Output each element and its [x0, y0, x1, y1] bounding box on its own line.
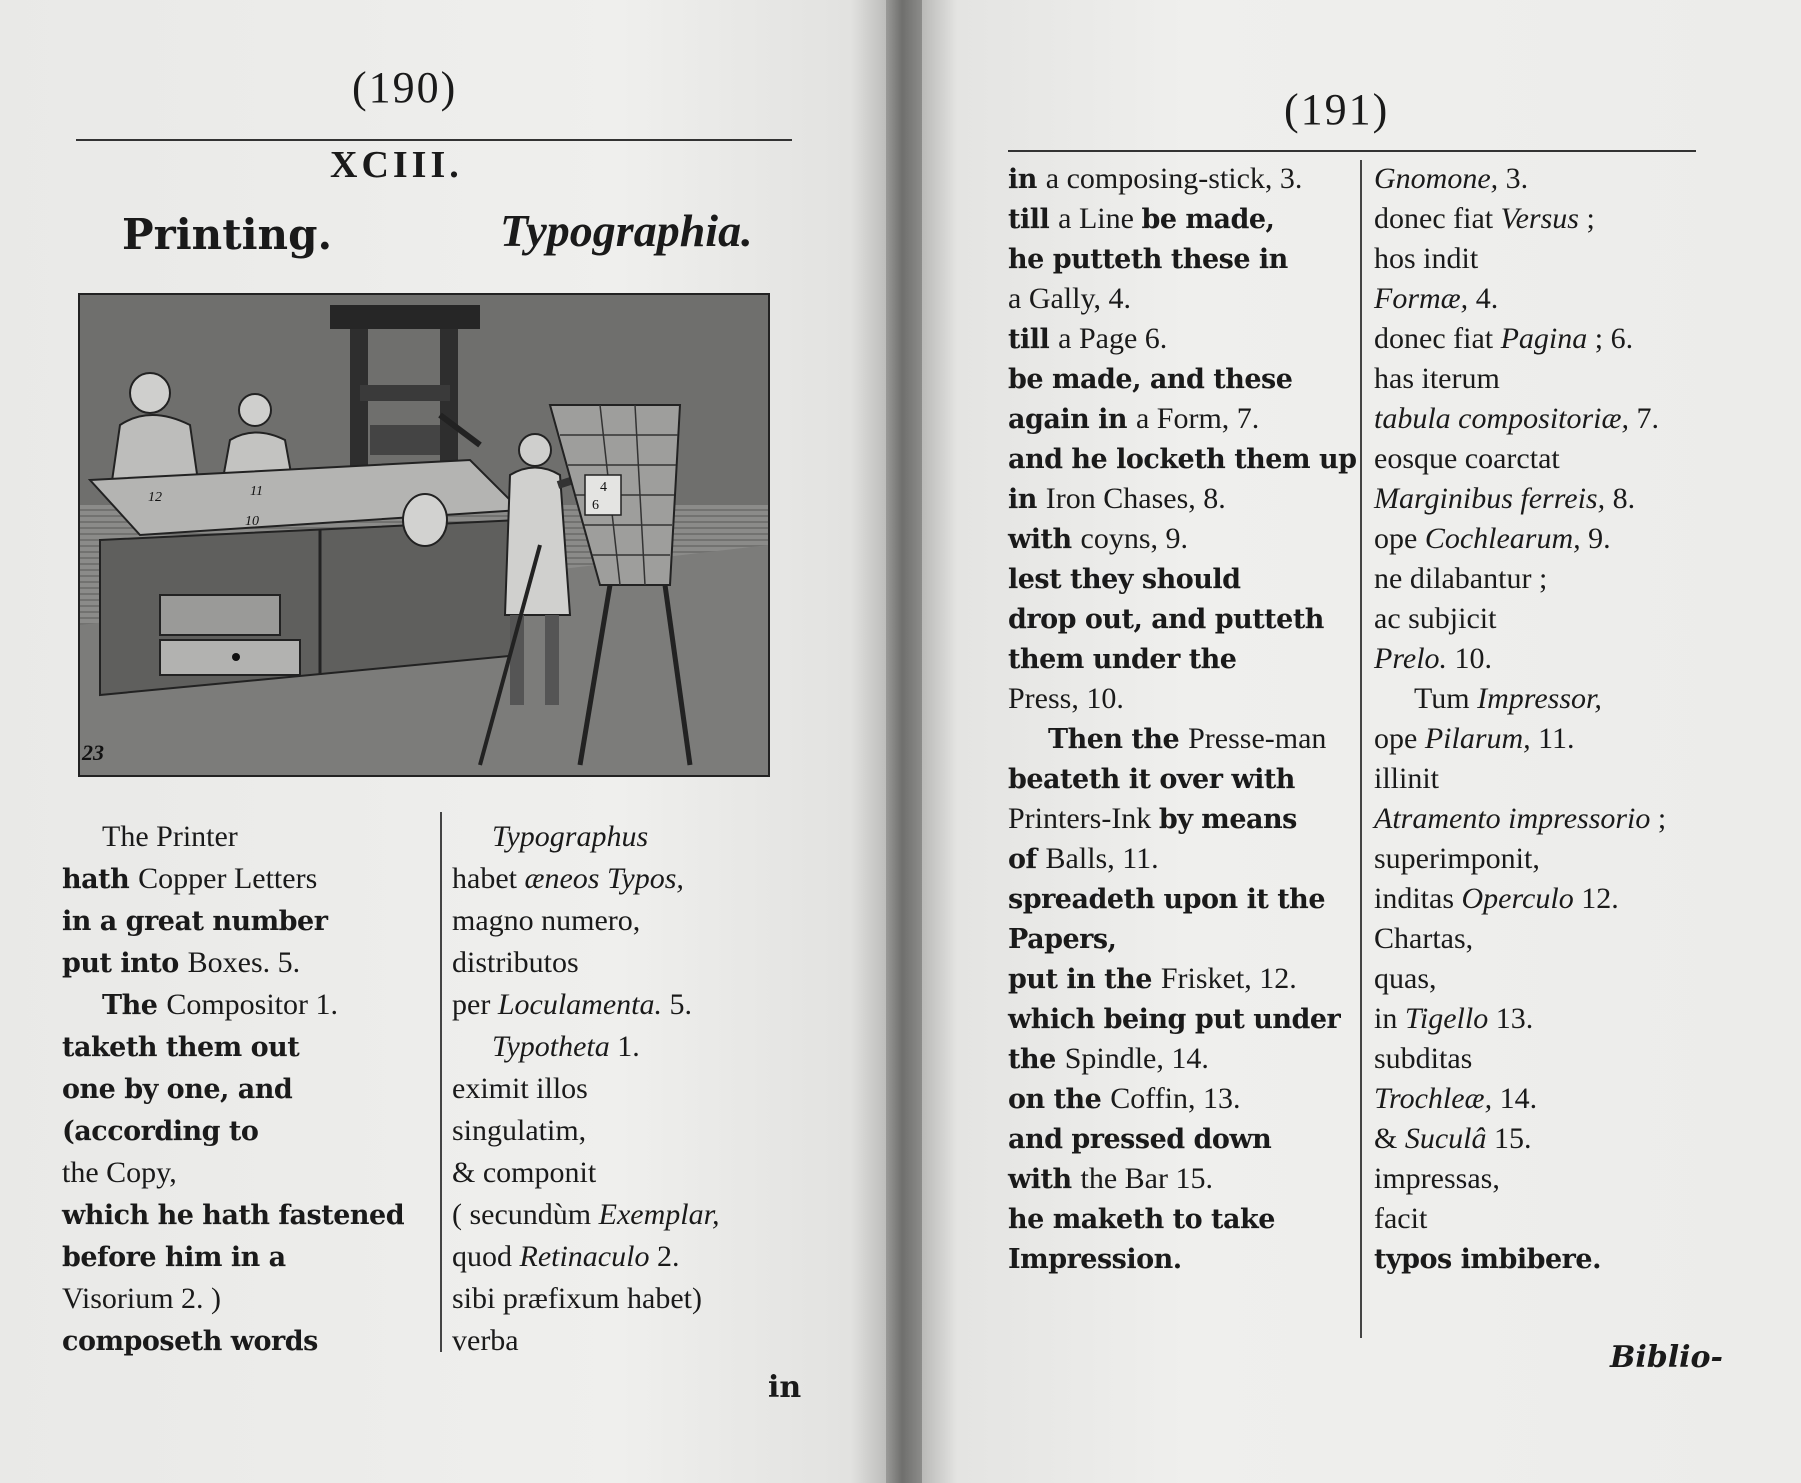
text-run: which being put under — [1008, 1004, 1341, 1035]
svg-text:6: 6 — [592, 498, 599, 513]
text-run: Compositor 1. — [166, 988, 338, 1021]
text-run: Pilarum, — [1424, 722, 1531, 755]
text-run: the — [1008, 1044, 1065, 1075]
svg-text:4: 4 — [600, 480, 607, 495]
text-run: drop out, and putteth — [1008, 604, 1324, 635]
text-run: a Line — [1058, 202, 1142, 235]
svg-text:10: 10 — [245, 514, 259, 529]
text-line — [1374, 1000, 1704, 1040]
text-run: on the — [1008, 1084, 1111, 1115]
text-line — [1008, 480, 1368, 520]
title-english: Printing. — [122, 210, 333, 259]
text-run: be made, and these — [1008, 364, 1293, 395]
text-run: Balls, 11. — [1045, 842, 1159, 875]
catchword: Biblio- — [1610, 1340, 1723, 1375]
text-line — [1374, 1040, 1704, 1080]
text-line — [62, 1070, 422, 1112]
text-run: Typographus — [492, 820, 649, 853]
text-run: Gnomone, — [1374, 162, 1499, 195]
text-run: Marginibus ferreis, — [1374, 482, 1606, 515]
text-run: The — [102, 990, 167, 1021]
text-run: Impression. — [1008, 1244, 1182, 1275]
text-run: Presse-man — [1188, 722, 1327, 755]
text-line — [452, 1070, 802, 1112]
text-run: illinit — [1374, 762, 1440, 795]
text-run: facit — [1374, 1202, 1428, 1235]
text-line — [62, 1028, 422, 1070]
text-line — [1008, 1080, 1368, 1120]
text-line — [62, 1112, 422, 1154]
text-run: æneos Typos, — [524, 862, 684, 895]
text-line — [1374, 400, 1704, 440]
text-line — [62, 944, 422, 986]
text-run: singulatim, — [452, 1114, 587, 1147]
text-run: 7. — [1629, 402, 1660, 435]
text-run: the Copy, — [62, 1156, 177, 1189]
text-line — [452, 1154, 802, 1196]
text-line — [1008, 1160, 1368, 1200]
text-run: hath — [62, 864, 139, 895]
text-run: be made, — [1141, 204, 1275, 235]
text-line — [452, 902, 802, 944]
text-run: them under the — [1008, 644, 1237, 675]
svg-text:11: 11 — [250, 484, 263, 499]
text-run: put in the — [1008, 964, 1161, 995]
text-line — [1374, 560, 1704, 600]
text-run: The Printer — [102, 820, 238, 853]
text-run: before him in a — [62, 1242, 286, 1273]
text-line — [452, 1196, 802, 1238]
text-run: with — [1008, 524, 1081, 555]
text-run: impressas, — [1374, 1162, 1500, 1195]
latin-column — [452, 818, 802, 1364]
text-line — [1008, 640, 1368, 680]
text-line — [452, 818, 802, 860]
text-run: & componit — [452, 1156, 597, 1189]
woodcut-number: 23 — [82, 740, 104, 765]
text-run: 3. — [1498, 162, 1529, 195]
text-run: quod — [452, 1240, 520, 1273]
text-run: he putteth these in — [1008, 244, 1288, 275]
text-run: the Bar 15. — [1080, 1162, 1213, 1195]
text-line — [1374, 720, 1704, 760]
text-line — [452, 1112, 802, 1154]
text-line — [1008, 880, 1368, 920]
text-run: in — [1008, 164, 1046, 195]
text-line — [1374, 840, 1704, 880]
text-line — [1374, 1080, 1704, 1120]
text-line — [1374, 320, 1704, 360]
text-line — [1374, 1200, 1704, 1240]
text-line — [1374, 1160, 1704, 1200]
text-run: 12. — [1573, 882, 1619, 915]
text-run: Retinaculo — [519, 1240, 650, 1273]
text-run: 11. — [1530, 722, 1575, 755]
text-line — [62, 902, 422, 944]
text-run: 9. — [1580, 522, 1611, 555]
text-line — [62, 1280, 422, 1322]
text-line — [1374, 240, 1704, 280]
text-line — [452, 1280, 802, 1322]
text-run: Loculamenta. — [497, 988, 662, 1021]
text-line — [1008, 800, 1368, 840]
text-run: taketh them out — [62, 1032, 300, 1063]
text-line — [62, 1238, 422, 1280]
right-page — [922, 0, 1801, 1483]
text-run: Suculâ — [1404, 1122, 1487, 1155]
text-run: Chartas, — [1374, 922, 1474, 955]
text-run: Coffin, 13. — [1110, 1082, 1241, 1115]
text-run: eximit illos — [452, 1072, 588, 1105]
text-run: eosque coarctat — [1374, 442, 1560, 475]
text-line — [1374, 1240, 1704, 1280]
text-run: Atramento impressorio — [1374, 802, 1651, 835]
text-run: Prelo. — [1374, 642, 1448, 675]
text-run: Copper Letters — [138, 862, 318, 895]
text-run: per — [452, 988, 498, 1021]
text-run: verba — [452, 1324, 519, 1357]
text-line — [1008, 320, 1368, 360]
text-run: has iterum — [1374, 362, 1500, 395]
text-run: hos indit — [1374, 242, 1479, 275]
text-run: in a great number — [62, 906, 328, 937]
text-run: Tum — [1414, 682, 1478, 715]
text-run: 4. — [1468, 282, 1499, 315]
text-line — [1374, 200, 1704, 240]
text-run: donec fiat — [1374, 322, 1501, 355]
text-run: till — [1008, 324, 1059, 355]
text-run: Cochlearum, — [1424, 522, 1581, 555]
text-run: Formæ, — [1374, 282, 1469, 315]
text-line — [1374, 880, 1704, 920]
text-line — [1374, 600, 1704, 640]
text-run: coyns, 9. — [1080, 522, 1189, 555]
text-line — [62, 818, 422, 860]
text-run: put into — [62, 948, 188, 979]
text-line — [1008, 200, 1368, 240]
text-line — [452, 1028, 802, 1070]
printing-woodcut-illustration — [78, 293, 770, 777]
text-run: a Form, 7. — [1135, 402, 1260, 435]
text-run: 5. — [661, 988, 692, 1021]
text-run: Tigello — [1404, 1002, 1489, 1035]
text-run: 13. — [1488, 1002, 1534, 1035]
text-run: Visorium 2. ) — [62, 1282, 222, 1315]
text-run: Exemplar, — [598, 1198, 720, 1231]
text-line — [1374, 440, 1704, 480]
text-line — [1374, 680, 1704, 720]
text-line — [1008, 720, 1368, 760]
text-line — [62, 986, 422, 1028]
column-divider — [1360, 160, 1362, 1338]
text-run: of — [1008, 844, 1046, 875]
text-run: with — [1008, 1164, 1081, 1195]
text-line — [1008, 840, 1368, 880]
text-line — [1008, 1000, 1368, 1040]
text-run: Operculo — [1461, 882, 1574, 915]
text-run: ; — [1650, 802, 1667, 835]
text-line — [1374, 280, 1704, 320]
text-line — [62, 1322, 422, 1364]
text-run: a Gally, 4. — [1008, 282, 1132, 315]
text-line — [1008, 760, 1368, 800]
text-line — [452, 860, 802, 902]
text-run: ope — [1374, 522, 1425, 555]
text-run: in — [1008, 484, 1046, 515]
text-run: composeth words — [62, 1326, 318, 1357]
text-run: 14. — [1492, 1082, 1538, 1115]
text-run: 15. — [1486, 1122, 1532, 1155]
text-run: ( secundùm — [452, 1198, 599, 1231]
svg-text:12: 12 — [148, 490, 162, 505]
text-run: ne dilabantur ; — [1374, 562, 1548, 595]
book-gutter — [886, 0, 922, 1483]
text-run: which he hath fastened — [62, 1200, 405, 1231]
text-line — [1008, 160, 1368, 200]
text-run: ope — [1374, 722, 1425, 755]
text-run: Iron Chases, 8. — [1045, 482, 1226, 515]
text-run: Impressor, — [1477, 682, 1602, 715]
text-run: 10. — [1447, 642, 1493, 675]
text-run: & — [1374, 1122, 1405, 1155]
text-run: by means — [1158, 804, 1297, 835]
text-line — [1008, 240, 1368, 280]
text-run: Press, 10. — [1008, 682, 1124, 715]
text-run: Spindle, 14. — [1064, 1042, 1209, 1075]
text-line — [1008, 1040, 1368, 1080]
text-run: Frisket, 12. — [1160, 962, 1297, 995]
text-run: beateth it over with — [1008, 764, 1295, 795]
text-run: Typotheta — [492, 1030, 610, 1063]
text-run: till — [1008, 204, 1059, 235]
text-line — [1374, 480, 1704, 520]
text-run: Trochleæ, — [1374, 1082, 1493, 1115]
text-line — [1374, 760, 1704, 800]
text-run: Pagina — [1500, 322, 1588, 355]
text-run: ; — [1578, 202, 1595, 235]
text-run: ac subjicit — [1374, 602, 1497, 635]
text-run: inditas — [1374, 882, 1462, 915]
text-run: Boxes. 5. — [187, 946, 301, 979]
text-line — [1008, 280, 1368, 320]
text-line — [1008, 560, 1368, 600]
text-line — [452, 986, 802, 1028]
text-line — [1008, 1200, 1368, 1240]
latin-column — [1374, 160, 1704, 1280]
text-run: Papers, — [1008, 924, 1117, 955]
text-line — [1008, 1240, 1368, 1280]
header-rule — [1008, 150, 1696, 152]
chapter-number: XCIII. — [330, 144, 463, 186]
text-line — [1374, 360, 1704, 400]
text-run: lest they should — [1008, 564, 1241, 595]
page-number: (190) — [352, 63, 458, 112]
text-run: 2. — [649, 1240, 680, 1273]
text-run: subditas — [1374, 1042, 1473, 1075]
woodcut-image — [80, 295, 768, 775]
text-run: and pressed down — [1008, 1124, 1272, 1155]
text-run: a Page 6. — [1058, 322, 1168, 355]
title-latin: Typographia. — [500, 205, 753, 256]
text-run: spreadeth upon it the — [1008, 884, 1325, 915]
text-line — [62, 1154, 422, 1196]
left-page — [0, 0, 886, 1483]
text-line — [62, 860, 422, 902]
header-rule — [76, 139, 792, 141]
text-line — [1374, 520, 1704, 560]
text-line — [452, 1238, 802, 1280]
text-line — [452, 944, 802, 986]
text-run: habet — [452, 862, 525, 895]
text-run: Then the — [1048, 724, 1189, 755]
catchword: in — [768, 1370, 802, 1405]
text-line — [1008, 440, 1368, 480]
text-line — [1374, 640, 1704, 680]
text-run: he maketh to take — [1008, 1204, 1275, 1235]
text-run: tabula compositoriæ, — [1374, 402, 1630, 435]
text-run: Versus — [1500, 202, 1579, 235]
text-line — [1374, 160, 1704, 200]
text-line — [1374, 800, 1704, 840]
column-divider — [440, 812, 442, 1352]
text-line — [1008, 600, 1368, 640]
text-run: superimponit, — [1374, 842, 1540, 875]
text-run: quas, — [1374, 962, 1437, 995]
text-run: distributos — [452, 946, 579, 979]
text-run: 8. — [1605, 482, 1636, 515]
text-line — [1008, 360, 1368, 400]
text-line — [1374, 1120, 1704, 1160]
text-line — [1374, 960, 1704, 1000]
page-number: (191) — [1284, 85, 1390, 134]
text-run: a composing-stick, 3. — [1045, 162, 1303, 195]
text-line — [1008, 520, 1368, 560]
text-line — [62, 1196, 422, 1238]
text-line — [1008, 920, 1368, 960]
text-run: in — [1374, 1002, 1405, 1035]
english-column — [62, 818, 422, 1364]
text-run: ; 6. — [1587, 322, 1634, 355]
english-column — [1008, 160, 1368, 1280]
text-run: typos imbibere. — [1374, 1244, 1601, 1275]
text-run: Printers-Ink — [1008, 802, 1159, 835]
text-line — [1008, 1120, 1368, 1160]
text-run: again in — [1008, 404, 1136, 435]
text-line — [1008, 960, 1368, 1000]
text-run: and he locketh them up — [1008, 444, 1357, 475]
text-run: magno numero, — [452, 904, 641, 937]
text-line — [1374, 920, 1704, 960]
text-run: donec fiat — [1374, 202, 1501, 235]
text-run: (according to — [62, 1116, 259, 1147]
text-run: 1. — [609, 1030, 640, 1063]
text-line — [452, 1322, 802, 1364]
text-run: one by one, and — [62, 1074, 293, 1105]
text-run: sibi præfixum habet) — [452, 1282, 702, 1315]
text-line — [1008, 400, 1368, 440]
text-line — [1008, 680, 1368, 720]
